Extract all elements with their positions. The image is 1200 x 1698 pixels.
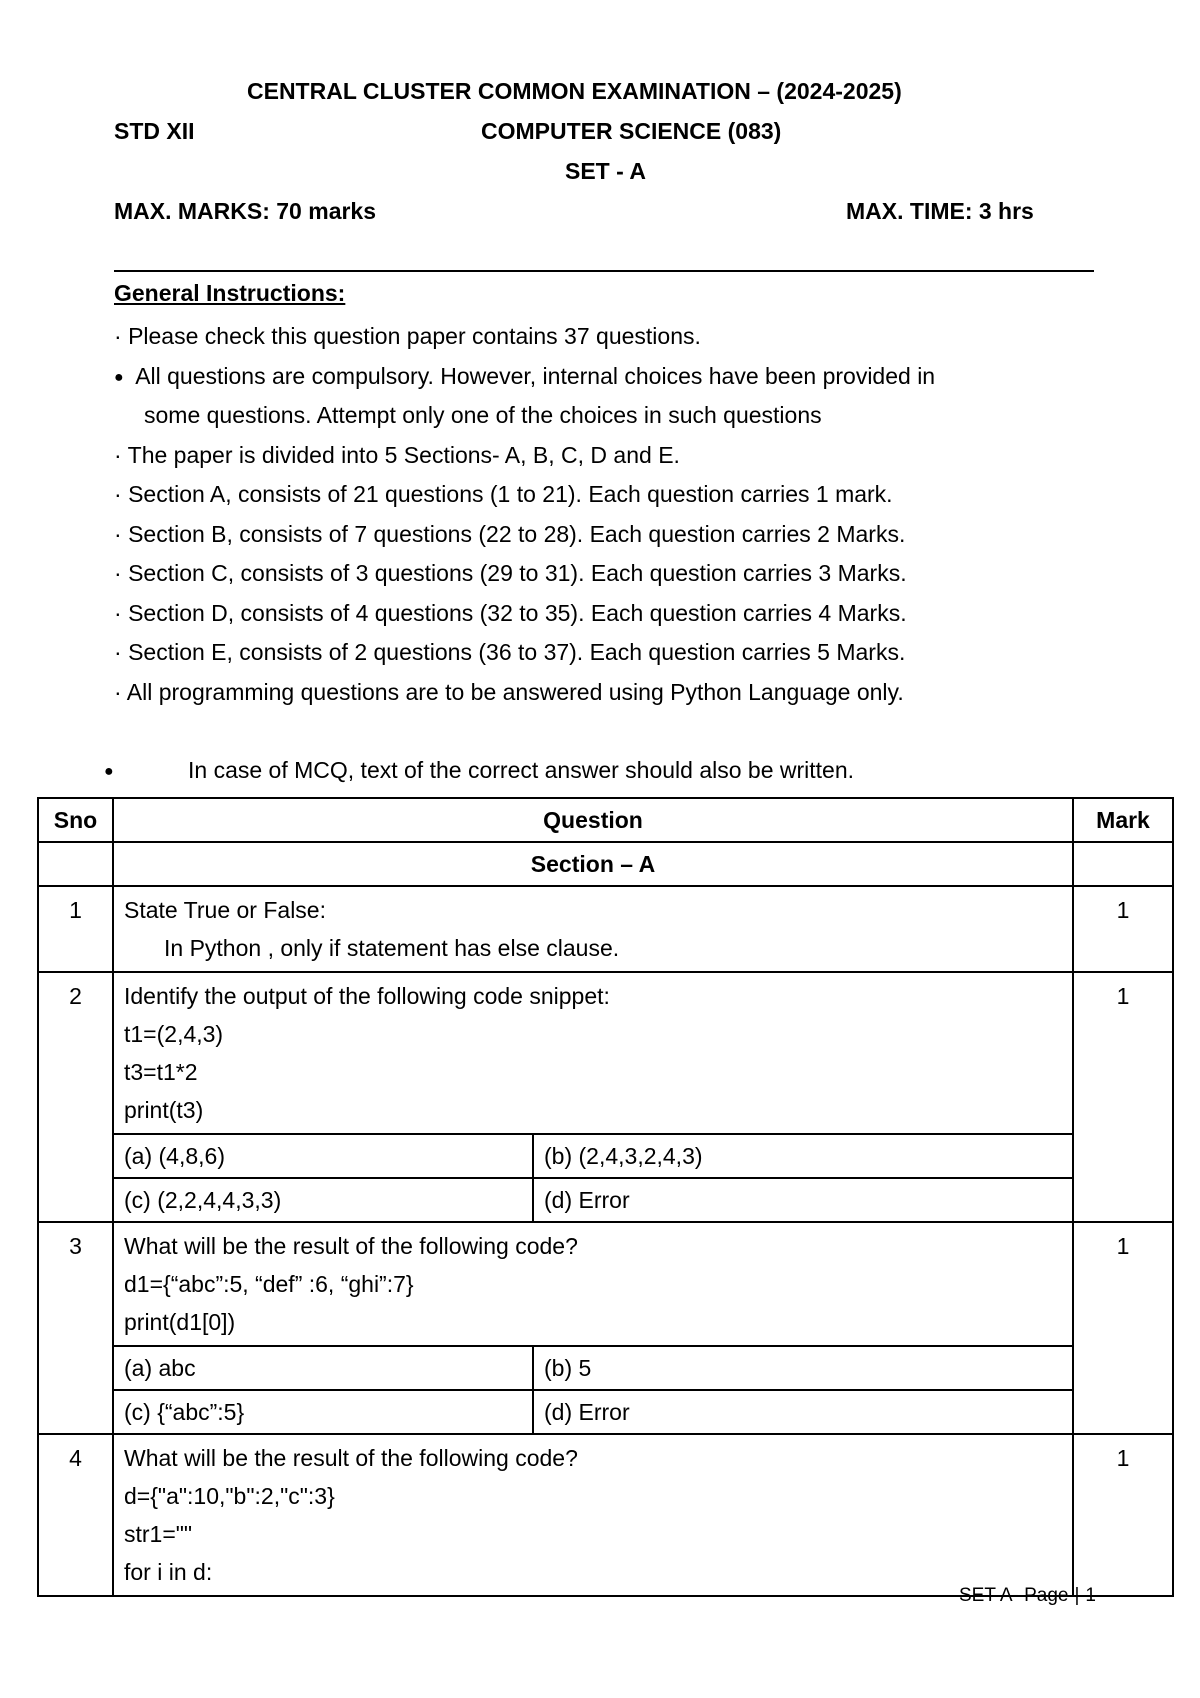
instruction-item: · Section B, consists of 7 questions (22 to 28). Each question carries 2 Marks. xyxy=(114,521,906,547)
col-question-header: Question xyxy=(113,798,1073,842)
question-mark: 1 xyxy=(1073,972,1173,1222)
question-table xyxy=(37,797,1174,1597)
max-marks: MAX. MARKS: 70 marks xyxy=(114,198,377,224)
section-row xyxy=(38,842,1173,886)
set-label: SET - A xyxy=(565,158,646,184)
instruction-item: · Section E, consists of 2 questions (36 to 37). Each question carries 5 Marks. xyxy=(114,639,906,665)
question-text: Identify the output of the following code snippet: t1=(2,4,3) t3=t1*2 print(t3) xyxy=(113,972,1073,1134)
question-number: 1 xyxy=(38,886,113,972)
instruction-item: · Section C, consists of 3 questions (29 to 31). Each question carries 3 Marks. xyxy=(114,560,907,586)
instruction-item: · Section A, consists of 21 questions (1 to 21). Each question carries 1 mark. xyxy=(114,481,893,507)
options-row xyxy=(38,1346,1173,1390)
section-title: Section – A xyxy=(113,842,1073,886)
instruction-item: · The paper is divided into 5 Sections- A, B, C, D and E. xyxy=(114,442,680,468)
question-text: What will be the result of the following code? d={"a":10,"b":2,"c":3} str1="" for i in d: xyxy=(113,1434,1073,1596)
table-row xyxy=(38,886,1173,972)
options-row xyxy=(38,1134,1173,1178)
question-mark: 1 xyxy=(1073,886,1173,972)
table-row xyxy=(38,1434,1173,1596)
page-footer xyxy=(959,1585,1096,1607)
option-b: (b) 5 xyxy=(533,1346,1073,1390)
exam-title: CENTRAL CLUSTER COMMON EXAMINATION – (2024-2025) xyxy=(247,78,902,104)
question-number: 3 xyxy=(38,1222,113,1434)
subject-label: COMPUTER SCIENCE (083) xyxy=(481,118,782,144)
question-mark: 1 xyxy=(1073,1434,1173,1596)
footer-separator: | xyxy=(1074,1585,1080,1606)
question-number: 4 xyxy=(38,1434,113,1596)
option-c: (c) (2,2,4,4,3,3) xyxy=(113,1178,533,1222)
page-number: 1 xyxy=(1085,1585,1096,1606)
question-number: 2 xyxy=(38,972,113,1222)
instruction-item: some questions. Attempt only one of the choices in such questions xyxy=(144,402,822,428)
footer-set-page: SET A- Page xyxy=(958,1585,1069,1606)
mcq-note: In case of MCQ, text of the correct answer should also be written. xyxy=(188,757,855,783)
instruction-item: · All programming questions are to be answered using Python Language only. xyxy=(114,679,904,705)
option-d: (d) Error xyxy=(533,1390,1073,1434)
table-row xyxy=(38,1222,1173,1346)
question-mark: 1 xyxy=(1073,1222,1173,1434)
instruction-item: ● All questions are compulsory. However, internal choices have been provided in xyxy=(114,363,936,389)
question-text: What will be the result of the following code? d1={“abc”:5, “def” :6, “ghi”:7} print(d1[0]) xyxy=(113,1222,1073,1346)
col-mark-header: Mark xyxy=(1073,798,1173,842)
header-divider xyxy=(114,270,1094,272)
instruction-item: · Please check this question paper contains 37 questions. xyxy=(114,323,701,349)
instruction-item: · Section D, consists of 4 questions (32 to 35). Each question carries 4 Marks. xyxy=(114,600,907,626)
max-time: MAX. TIME: 3 hrs xyxy=(846,198,1034,224)
table-row xyxy=(38,972,1173,1134)
table-header-row xyxy=(38,798,1173,842)
question-text: State True or False: In Python , only if statement has else clause. xyxy=(113,886,1073,972)
option-d: (d) Error xyxy=(533,1178,1073,1222)
options-row xyxy=(38,1390,1173,1434)
option-c: (c) {“abc”:5} xyxy=(113,1390,533,1434)
option-a: (a) abc xyxy=(113,1346,533,1390)
std-label: STD XII xyxy=(114,118,195,144)
col-sno-header: Sno xyxy=(38,798,113,842)
options-row xyxy=(38,1178,1173,1222)
option-a: (a) (4,8,6) xyxy=(113,1134,533,1178)
option-b: (b) (2,4,3,2,4,3) xyxy=(533,1134,1073,1178)
instructions-title: General Instructions: xyxy=(114,280,346,306)
bullet-icon: ● xyxy=(104,763,114,780)
